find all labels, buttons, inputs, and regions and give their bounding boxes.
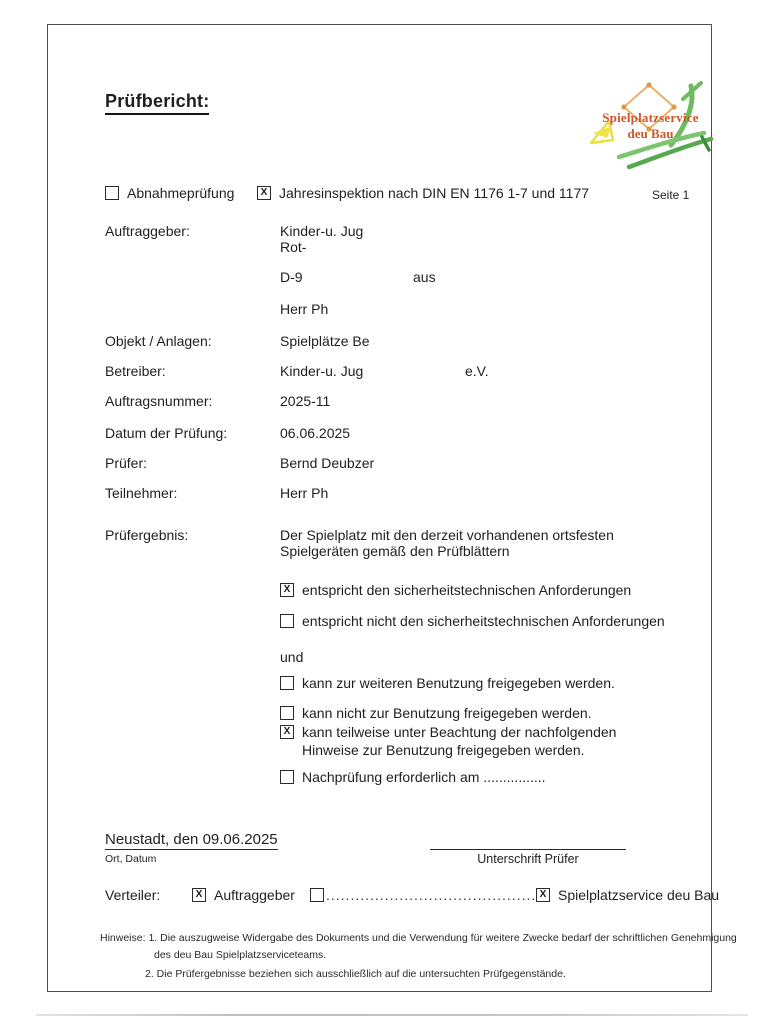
betreiber-value: Kinder-u. Jug bbox=[280, 363, 364, 379]
jahresinspektion-checkbox-icon: X bbox=[257, 186, 271, 200]
auftraggeber-line3 bbox=[280, 269, 436, 285]
hinweise-note1-line1: 1. Die auszugweise Widergabe des Dokuments und die Verwendung für weitere Zwecke bedarf der schriftlichen Genehmigung bbox=[148, 932, 737, 944]
objekt-value: Spielplätze Be bbox=[280, 333, 370, 349]
entspricht-nicht-label: entspricht nicht den sicherheitstechnischen Anforderungen bbox=[302, 613, 665, 629]
keine-freigabe-checkbox-icon bbox=[280, 706, 294, 720]
unterschrift-label: Unterschrift Prüfer bbox=[477, 852, 579, 866]
page-number: Seite 1 bbox=[652, 188, 690, 202]
freigabe-checkbox-icon bbox=[280, 676, 294, 690]
report-page bbox=[47, 24, 737, 992]
hinweise-label: Hinweise: bbox=[100, 932, 146, 944]
auftragsnummer-label: Auftragsnummer: bbox=[105, 393, 213, 409]
pruefer-label: Prüfer: bbox=[105, 455, 148, 471]
auftraggeber-line1: Kinder-u. Jug bbox=[280, 223, 364, 239]
scan-edge-artifact bbox=[36, 1014, 748, 1016]
verteiler-blank-dots: ........................................... bbox=[326, 887, 537, 903]
betreiber-suffix: e.V. bbox=[465, 363, 489, 379]
verteiler-spielplatzservice-checkbox-icon: X bbox=[536, 888, 550, 902]
abnahmepruefung-label: Abnahmeprüfung bbox=[127, 185, 235, 201]
nachpruefung-checkbox-icon bbox=[280, 770, 294, 784]
auftraggeber-ort: aus bbox=[413, 269, 436, 285]
hinweise-line1 bbox=[100, 932, 737, 944]
company-logo bbox=[583, 77, 718, 174]
field-pruefergebnis bbox=[105, 527, 614, 559]
checkbox-item-entspricht-nicht bbox=[280, 613, 665, 629]
objekt-label: Objekt / Anlagen: bbox=[105, 333, 212, 349]
logo-text-line1: Spielplatzservice bbox=[602, 110, 699, 125]
field-teilnehmer bbox=[105, 485, 328, 501]
verteiler-auftraggeber-label: Auftraggeber bbox=[214, 887, 295, 903]
pruefdatum-label: Datum der Prüfung: bbox=[105, 425, 228, 441]
entspricht-nicht-checkbox-icon bbox=[280, 614, 294, 628]
page-title: Prüfbericht: bbox=[105, 91, 209, 115]
freigabe-label: kann zur weiteren Benutzung freigegeben werden. bbox=[302, 675, 615, 691]
keine-freigabe-label: kann nicht zur Benutzung freigegeben werden. bbox=[302, 705, 592, 721]
auftraggeber-label: Auftraggeber: bbox=[105, 223, 190, 239]
logo-text-line2: deu Bau bbox=[627, 126, 674, 141]
field-pruefer bbox=[105, 455, 374, 471]
checkbox-item-verteiler-auftraggeber bbox=[192, 887, 295, 903]
ort-datum-label: Ort, Datum bbox=[105, 853, 157, 865]
jahresinspektion-label: Jahresinspektion nach DIN EN 1176 1-7 und 1177 bbox=[279, 185, 590, 201]
field-objekt bbox=[105, 333, 370, 349]
auftraggeber-line2: Rot- bbox=[280, 239, 307, 255]
verteiler-auftraggeber-checkbox-icon: X bbox=[192, 888, 206, 902]
checkbox-item-teilweise-freigabe bbox=[280, 724, 632, 759]
auftraggeber-address: D-9 bbox=[280, 269, 303, 285]
field-auftraggeber bbox=[105, 223, 363, 255]
verteiler-blank-checkbox-icon bbox=[310, 888, 324, 902]
betreiber-label: Betreiber: bbox=[105, 363, 166, 379]
pruefergebnis-intro-line2: Spielgeräten gemäß den Prüfblättern bbox=[280, 543, 510, 559]
entspricht-label: entspricht den sicherheitstechnischen Anforderungen bbox=[302, 582, 632, 598]
teilweise-freigabe-label-line2: Hinweise zur Benutzung freigegeben werden. bbox=[302, 741, 585, 758]
pruefer-value: Bernd Deubzer bbox=[280, 455, 375, 471]
checkbox-item-nachpruefung bbox=[280, 769, 546, 785]
checkbox-item-keine-freigabe bbox=[280, 705, 592, 721]
verteiler-spielplatzservice-label: Spielplatzservice deu Bau bbox=[558, 887, 720, 903]
field-betreiber bbox=[105, 363, 489, 379]
field-pruefdatum bbox=[105, 425, 350, 441]
ort-datum-value: Neustadt, den 09.06.2025 bbox=[105, 831, 278, 848]
nachpruefung-label: Nachprüfung erforderlich am ................ bbox=[302, 769, 546, 785]
auftragsnummer-value: 2025-11 bbox=[280, 393, 331, 409]
checkbox-item-abnahmepruefung bbox=[105, 185, 234, 201]
field-auftragsnummer bbox=[105, 393, 330, 409]
teilweise-freigabe-checkbox-icon: X bbox=[280, 725, 294, 739]
teilweise-freigabe-label-line1: kann teilweise unter Beachtung der nachfolgenden bbox=[302, 724, 617, 740]
hinweise-note2: 2. Die Prüfergebnisse beziehen sich ausschließlich auf die untersuchten Prüfgegenstände. bbox=[145, 968, 566, 980]
pruefdatum-value: 06.06.2025 bbox=[280, 425, 351, 441]
verteiler-label: Verteiler: bbox=[105, 887, 161, 903]
entspricht-checkbox-icon: X bbox=[280, 583, 294, 597]
signature-line bbox=[430, 849, 626, 850]
checkbox-item-verteiler-spielplatzservice bbox=[536, 887, 719, 903]
hinweise-note1-line2: des deu Bau Spielplatzserviceteams. bbox=[154, 949, 327, 961]
auftraggeber-contact: Herr Ph bbox=[280, 301, 329, 317]
pruefergebnis-label: Prüfergebnis: bbox=[105, 527, 189, 543]
teilnehmer-value: Herr Ph bbox=[280, 485, 329, 501]
abnahmepruefung-checkbox-icon bbox=[105, 186, 119, 200]
checkbox-item-freigabe bbox=[280, 675, 615, 691]
checkbox-item-jahresinspektion bbox=[257, 185, 589, 201]
checkbox-item-verteiler-blank bbox=[310, 887, 536, 903]
connector-und: und bbox=[280, 649, 304, 665]
checkbox-item-entspricht bbox=[280, 582, 631, 598]
teilnehmer-label: Teilnehmer: bbox=[105, 485, 178, 501]
pruefergebnis-intro-line1: Der Spielplatz mit den derzeit vorhandenen ortsfesten bbox=[280, 527, 614, 543]
